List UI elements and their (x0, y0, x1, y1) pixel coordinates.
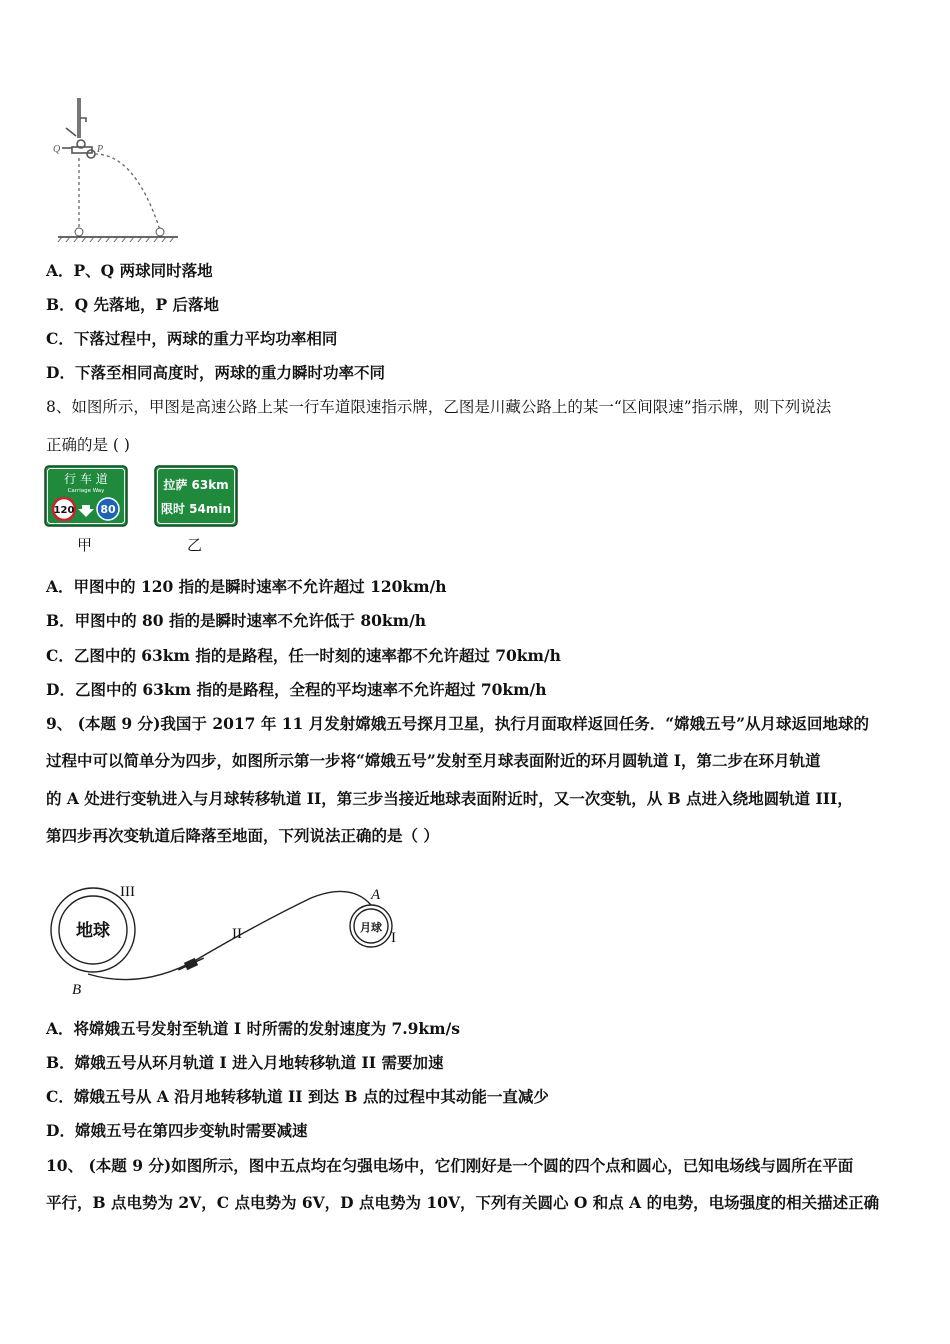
sign-jia-right-value: 80 (100, 503, 116, 516)
q10-stem-line1: 10、 (本题 9 分)如图所示，图中五点均在匀强电场中，它们刚好是一个圆的四个点和圆心，已知电场线与圆所在平面 (46, 1156, 854, 1175)
point-label-b: B (72, 982, 82, 998)
q7-projectile-figure (50, 92, 185, 244)
orbit-label-ii: II (232, 926, 242, 942)
sign-yi-row1: 拉萨 63km (163, 478, 229, 492)
moon-label: 月球 (360, 921, 382, 934)
q7-option-a: A．P、Q 两球同时落地 (46, 261, 213, 280)
q8-option-a: A．甲图中的 120 指的是瞬时速率不允许超过 120km/h (46, 577, 447, 596)
sign-jia-left-value: 120 (53, 505, 75, 516)
q9-option-c: C．嫦娥五号从 A 沿月地转移轨道 II 到达 B 点的过程中其动能一直减少 (46, 1087, 549, 1106)
q9-option-d: D．嫦娥五号在第四步变轨时需要减速 (46, 1121, 308, 1140)
q8-option-d: D．乙图中的 63km 指的是路程，全程的平均速率不允许超过 70km/h (46, 680, 547, 699)
q9-stem-line2: 过程中可以简单分为四步，如图所示第一步将“嫦娥五号”发射至月球表面附近的环月圆轨道 I，第二步在环月轨道 (46, 751, 821, 770)
sign-jia (44, 465, 128, 527)
q9-stem-line4: 第四步再次变轨道后降落至地面，下列说法正确的是（ ） (46, 826, 439, 845)
orbit-label-i: I (391, 930, 396, 946)
q9-option-b: B．嫦娥五号从环月轨道 I 进入月地转移轨道 II 需要加速 (46, 1053, 444, 1072)
q8-stem-line2: 正确的是 ( ) (46, 436, 130, 454)
sign-yi (154, 465, 238, 527)
q8-option-c: C．乙图中的 63km 指的是路程，任一时刻的速率都不允许超过 70km/h (46, 646, 561, 665)
q7-option-d: D．下落至相同高度时，两球的重力瞬时功率不同 (46, 363, 385, 382)
orbit-label-iii: III (120, 884, 135, 900)
sign-yi-row2: 限时 54min (160, 502, 232, 516)
q9-orbit-figure (46, 872, 416, 1000)
sign-jia-subtitle: Carriage Way (67, 488, 105, 494)
sign-jia-caption: 甲 (77, 536, 93, 554)
earth-label: 地球 (76, 921, 110, 941)
label-q: Q (53, 144, 61, 155)
sign-yi-caption: 乙 (187, 536, 203, 554)
q10-stem-line2: 平行，B 点电势为 2V，C 点电势为 6V，D 点电势为 10V，下列有关圆心 O 和点 A 的电势，电场强度的相关描述正确 (46, 1193, 880, 1212)
point-label-a: A (371, 887, 381, 903)
sign-jia-title: 行 车 道 (64, 472, 108, 486)
q9-stem-line1: 9、 (本题 9 分)我国于 2017 年 11 月发射嫦娥五号探月卫星，执行月面取样返回任务．“嫦娥五号”从月球返回地球的 (46, 714, 870, 733)
q7-option-c: C．下落过程中，两球的重力平均功率相同 (46, 329, 338, 348)
label-p: P (97, 144, 104, 155)
q9-stem-line3: 的 A 处进行变轨进入与月球转移轨道 II，第三步当接近地球表面附近时，又一次变轨，从 B 点进入绕地圆轨道 III， (46, 789, 853, 808)
q9-option-a: A．将嫦娥五号发射至轨道 I 时所需的发射速度为 7.9km/s (46, 1019, 460, 1038)
q8-stem-line1: 8、如图所示，甲图是高速公路上某一行车道限速指示牌，乙图是川藏公路上的某一“区间限速”指示牌，则下列说法 (46, 398, 832, 416)
q7-option-b: B．Q 先落地，P 后落地 (46, 295, 220, 314)
q8-option-b: B．甲图中的 80 指的是瞬时速率不允许低于 80km/h (46, 611, 427, 630)
